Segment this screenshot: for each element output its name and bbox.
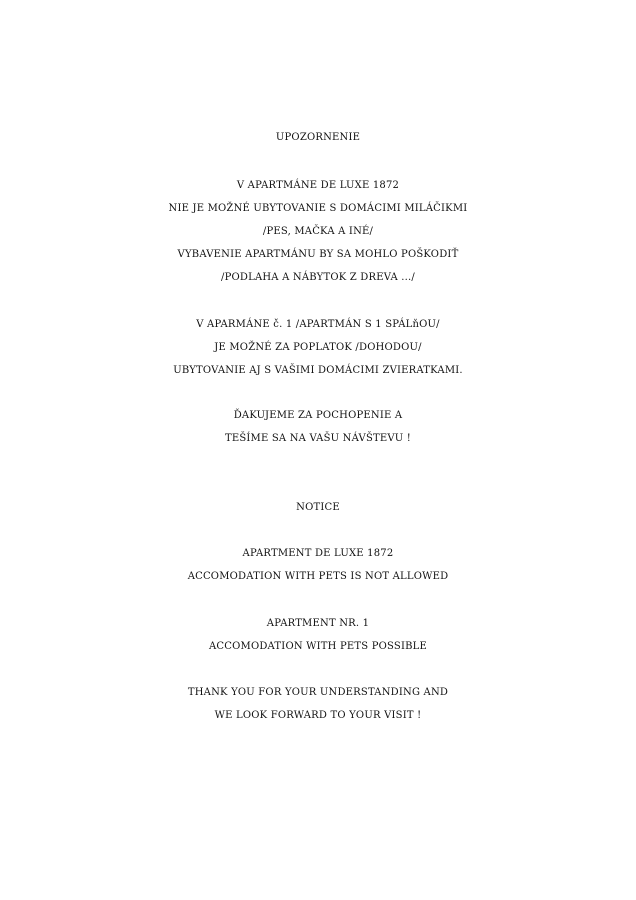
english-p3-line2: WE LOOK FORWARD TO YOUR VISIT ! [214, 710, 422, 721]
slovak-p3-line2: TEŠÍME SA NA VAŠU NÁVŠTEVU ! [224, 433, 412, 444]
slovak-p2-line1: V APARMÁNE č. 1 /APARTMÁN S 1 SPÁLňOU/ [196, 319, 440, 330]
slovak-p2-line2: JE MOŽNÉ ZA POPLATOK /DOHODOU/ [214, 342, 422, 353]
english-p3-line1: THANK YOU FOR YOUR UNDERSTANDING AND [187, 687, 449, 698]
english-title: NOTICE [296, 502, 340, 513]
slovak-p1-line2: NIE JE MOŽNÉ UBYTOVANIE S DOMÁCIMI MILÁČIKMI [168, 203, 468, 214]
english-p2-line1: APARTMENT NR. 1 [266, 618, 370, 629]
slovak-p1-line5: /PODLAHA A NÁBYTOK Z DREVA .../ [221, 272, 415, 283]
english-p1-line2: ACCOMODATION WITH PETS IS NOT ALLOWED [187, 571, 449, 582]
english-p2-line2: ACCOMODATION WITH PETS POSSIBLE [208, 641, 428, 652]
slovak-p2-line3: UBYTOVANIE AJ S VAŠIMI DOMÁCIMI ZVIERATKAMI. [173, 365, 463, 376]
slovak-p3-line1: ĎAKUJEME ZA POCHOPENIE A [233, 410, 403, 421]
english-p1-line1: APARTMENT DE LUXE 1872 [242, 548, 394, 559]
slovak-p1-line4: VYBAVENIE APARTMÁNU BY SA MOHLO POŠKODIŤ [177, 249, 459, 260]
slovak-p1-line1: V APARTMÁNE DE LUXE 1872 [236, 180, 400, 191]
slovak-p1-line3: /PES, MAČKA A INÉ/ [262, 226, 374, 237]
slovak-title: UPOZORNENIE [275, 132, 361, 143]
